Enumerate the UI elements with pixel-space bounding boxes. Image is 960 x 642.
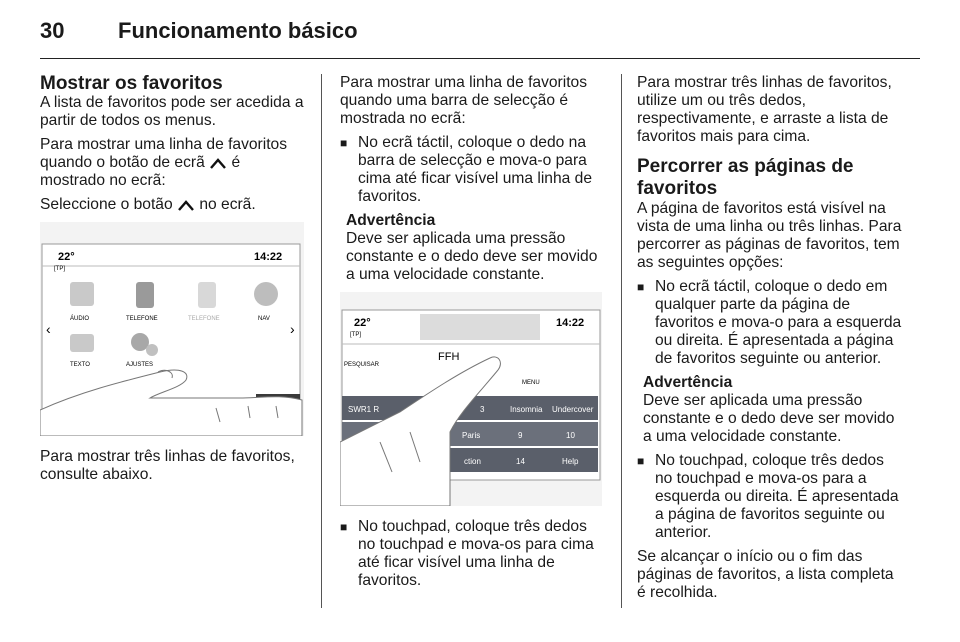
favourites-bar-illustration [340,292,602,506]
text: é mostrado no ecrã: [40,154,241,189]
svg-text:10: 10 [566,431,575,440]
column-divider [621,74,622,608]
note-heading: Advertência [643,374,733,391]
text: Seleccione o botão [40,196,173,213]
clock-label: 14:22 [254,251,283,263]
bullet-item: ■ No ecrã táctil, coloque o dedo em qualquer parte da página de favoritos e mova-o para a esquerda ou direita. É apresentada a página de favoritos seguinte ou anterior. [637,278,905,368]
note-body: Deve ser aplicada uma pressão constante e o dedo deve ser movido a uma velocidade constante. [346,230,598,283]
paragraph: A lista de favoritos pode ser acedida a partir de todos os menus. [40,94,304,129]
note-body: Deve ser aplicada uma pressão constante e o dedo deve ser movido a uma velocidade constante. [643,392,895,445]
svg-text:3: 3 [480,405,485,414]
bullet-item: ■ No ecrã táctil, coloque o dedo na barra de selecção e mova-o para cima até ficar visível uma linha de favoritos. [340,134,606,206]
svg-text:TELEFONE: TELEFONE [126,316,158,322]
bullet-item: ■ No touchpad, coloque três dedos no touchpad e mova-os para cima até ficar visível uma linha de favoritos. [340,518,606,590]
paragraph [40,196,306,214]
chevron-up-icon [209,157,227,169]
tp-label: [TP] [350,332,362,338]
home-screen-illustration [40,222,304,436]
paragraph: Para mostrar três linhas de favoritos, consulte abaixo. [40,448,295,483]
column-1 [40,74,306,490]
bullet-item: ■ No touchpad, coloque três dedos no touchpad e mova-os para a esquerda ou direita. É apresentada a página de favoritos seguinte ou anterior. [637,452,905,542]
text: no ecrã. [199,196,256,213]
svg-text:9: 9 [518,431,523,440]
svg-text:Paris: Paris [462,431,481,440]
paragraph [40,136,306,190]
svg-text:Help: Help [562,457,579,466]
station-name: FFH [438,351,460,363]
page-number: 30 [40,18,65,43]
tp-label: [TP] [54,266,66,272]
section-heading: Mostrar os favoritos [40,73,223,94]
temperature-label: 22° [58,251,75,263]
svg-text:AJUSTES: AJUSTES [126,362,154,368]
paragraph: Para mostrar três linhas de favoritos, utilize um ou três dedos, respectivamente, e arraste a lista de favoritos mais para cima. [637,74,892,145]
paragraph: A página de favoritos está visível na vista de uma linha ou três linhas. Para percorrer as páginas de favoritos, tem as seguintes opções: [637,200,902,271]
svg-text:ÁUDIO: ÁUDIO [70,316,90,322]
header-rule [40,58,920,59]
text: Para mostrar uma linha de favoritos quando o botão de ecrã [40,136,288,171]
svg-text:TELEFONE: TELEFONE [188,316,220,322]
svg-text:TEXTO: TEXTO [70,362,90,368]
svg-text:SWR1 R: SWR1 R [348,405,380,414]
chapter-title: Funcionamento básico [118,18,358,43]
svg-text:14: 14 [516,457,525,466]
search-label: PESQUISAR [344,362,380,368]
chevron-left-icon: ‹ [46,321,51,337]
paragraph: Se alcançar o início ou o fim das páginas de favoritos, a lista completa é recolhida. [637,548,894,601]
column-divider [321,74,322,608]
note-heading: Advertência [346,212,436,229]
menu-label: MENU [522,380,540,386]
screen-drawing [40,222,304,436]
column-2 [340,74,606,596]
column-3 [637,74,905,608]
svg-text:Undercover: Undercover [552,405,594,414]
svg-text:NAV: NAV [258,316,270,322]
chevron-up-icon [177,199,195,211]
screen-drawing [340,292,602,506]
svg-text:Insomnia: Insomnia [510,405,543,414]
paragraph: Para mostrar uma linha de favoritos quando uma barra de selecção é mostrada no ecrã: [340,74,588,127]
clock-label: 14:22 [556,317,585,329]
svg-text:ction: ction [464,457,481,466]
temperature-label: 22° [354,317,371,329]
chevron-right-icon: › [290,321,295,337]
section-heading: Percorrer as páginas de favoritos [637,156,854,199]
